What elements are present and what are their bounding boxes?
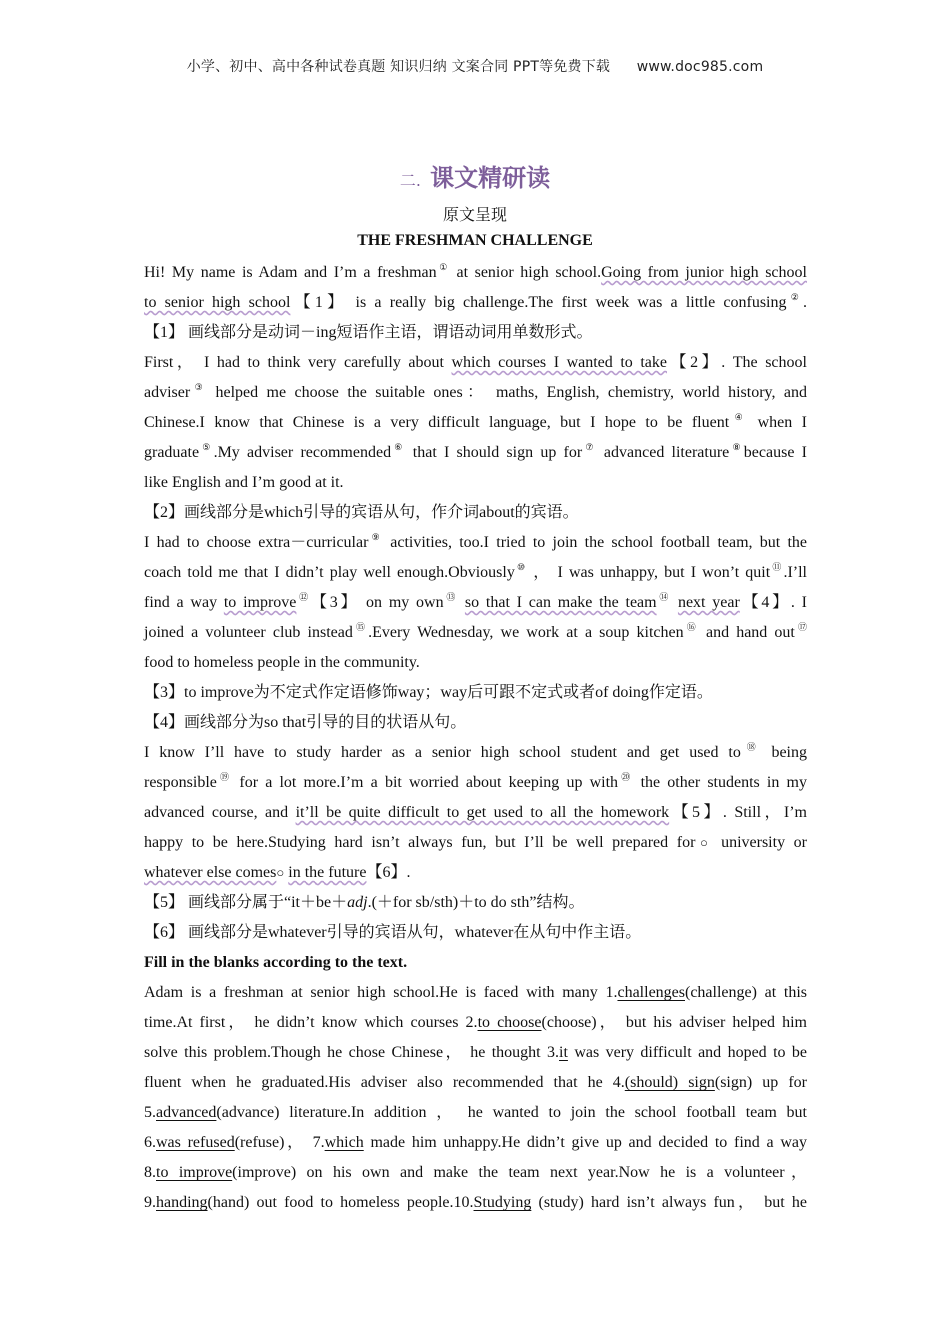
header-text: 小学、初中、高中各种试卷真题 知识归纳 文案合同 PPT等免费下载	[186, 59, 611, 75]
underlined-phrase: which courses I wanted to take	[451, 354, 667, 371]
text-run: 5.	[144, 1104, 156, 1121]
footnote-marker: ⑦	[582, 442, 597, 452]
text-line	[144, 498, 807, 528]
section-heading	[0, 158, 950, 193]
answer-blank: which	[324, 1134, 364, 1151]
footnote-marker: ⑮	[352, 622, 369, 632]
text-run: like English and I’m good at it.	[144, 474, 344, 491]
footnote-marker: ②	[786, 292, 804, 302]
text-run: when I	[748, 414, 807, 431]
text-line	[144, 798, 807, 828]
text-line	[144, 648, 807, 678]
text-run	[458, 594, 465, 611]
text-line	[144, 858, 807, 888]
text-line	[144, 678, 807, 708]
text-run: 【4】画线部分为so that引导的目的状语从句。	[144, 714, 467, 731]
footnote-marker: ⑭	[656, 592, 672, 602]
text-line	[144, 1128, 807, 1158]
footnote-marker: ⑬	[443, 592, 459, 602]
text-run: food to homeless people in the community.	[144, 654, 420, 671]
text-run: that I should sign up for	[405, 444, 583, 461]
underlined-phrase: so that I can make the team	[464, 594, 657, 611]
text-run: .Every Wednesday, we work at a soup kitchen	[368, 624, 684, 641]
text-run: 【1】 画线部分是动词－ing短语作主语，谓语动词用单数形式。	[144, 324, 593, 341]
footnote-marker: ⑥	[391, 442, 406, 452]
text-run: happy to be here.Studying hard isn’t always fun, but I’ll be well prepared for	[144, 834, 696, 851]
text-line	[144, 288, 807, 318]
answer-blank: it	[559, 1044, 568, 1061]
answer-blank: (should) sign	[624, 1074, 715, 1091]
text-run	[671, 594, 678, 611]
text-run: (sign) up for	[714, 1074, 807, 1091]
text-run: 【4】. I	[739, 594, 807, 611]
text-run: was very difficult and hoped to be	[567, 1044, 808, 1061]
answer-blank: to improve	[156, 1164, 233, 1181]
answer-blank: advanced	[156, 1104, 217, 1121]
section-number: 二.	[399, 171, 421, 190]
text-line	[144, 408, 807, 438]
footnote-marker: ①	[436, 262, 450, 272]
text-line	[144, 918, 807, 948]
text-line	[144, 738, 807, 768]
footnote-marker: ⑫	[296, 592, 311, 602]
text-run: find a way	[144, 594, 224, 611]
footnote-marker: ⑲	[216, 772, 233, 782]
text-run: adviser	[144, 384, 191, 401]
text-line	[144, 978, 807, 1008]
text-line	[144, 318, 807, 348]
text-line	[144, 618, 807, 648]
text-run: helped me choose the suitable ones： maths, English, chemistry, world history, and	[207, 384, 807, 401]
text-run: 【6】.	[366, 864, 411, 881]
underlined-phrase: next year	[677, 594, 740, 611]
underlined-phrase: whatever else comes	[144, 864, 277, 881]
text-line	[144, 468, 807, 498]
text-run: 【5】 画线部分属于“it＋be＋	[144, 894, 348, 911]
footnote-marker: ⑰	[794, 622, 807, 632]
answer-blank: Studying	[473, 1194, 532, 1211]
text-line	[144, 768, 807, 798]
text-run: 【2】画线部分是which引导的宾语从句，作介词about的宾语。	[144, 504, 579, 521]
text-line	[144, 708, 807, 738]
answer-blank: handing	[156, 1194, 208, 1211]
text-run: graduate	[144, 444, 200, 461]
text-run: university or	[712, 834, 807, 851]
footnote-marker: ⑤	[199, 442, 214, 452]
text-run: 6.	[144, 1134, 156, 1151]
footnote-marker: ④	[729, 412, 749, 422]
text-run: (study) hard isn’t always fun， but he	[531, 1194, 807, 1211]
text-line	[144, 888, 807, 918]
footnote-marker: ⑩	[514, 562, 528, 572]
footnote-marker: ⑪	[770, 562, 784, 572]
footnote-marker: ③	[190, 382, 208, 392]
text-run: advanced literature	[596, 444, 730, 461]
text-run: fluent when he graduated.His adviser also recommended that he 4.	[144, 1074, 625, 1091]
italic-text: adj	[347, 894, 368, 911]
text-run: 【3】 on my own	[310, 594, 444, 611]
text-run: (challenge) at this	[685, 984, 807, 1001]
text-line	[144, 1098, 807, 1128]
text-run: advanced course, and	[144, 804, 296, 821]
answer-blank: was refused	[156, 1134, 235, 1151]
text-line	[144, 528, 807, 558]
text-run: Adam is a freshman at senior high school.He is faced with many 1.	[144, 984, 618, 1001]
underlined-phrase: to improve	[223, 594, 297, 611]
text-run: I know I’ll have to study harder as a senior high school student and get used to	[144, 744, 741, 761]
text-line	[144, 1188, 807, 1218]
article-title: THE FRESHMAN CHALLENGE	[357, 232, 593, 249]
text-run: 【2】. The school	[667, 354, 807, 371]
text-run: I had to choose extra－curricular	[144, 534, 369, 551]
footnote-marker: ⑳	[618, 772, 634, 782]
answer-blank: challenges	[617, 984, 685, 1001]
text-line	[144, 828, 807, 858]
text-run: solve this problem.Though he chose Chinese， he thought 3.	[144, 1044, 560, 1061]
circle-marker: ○	[276, 865, 285, 880]
underlined-phrase: Going from junior high school	[601, 264, 807, 281]
answer-blank: to choose	[477, 1014, 542, 1031]
text-run: 【6】 画线部分是whatever引导的宾语从句，whatever在从句中作主语。	[144, 924, 642, 941]
text-run: 【3】to improve为不定式作定语修饰way；way后可跟不定式或者of doing作定语。	[144, 684, 713, 701]
text-line	[144, 1158, 807, 1188]
text-run: (refuse)， 7.	[234, 1134, 325, 1151]
text-run: 【5】. Still，I’m	[669, 804, 807, 821]
article-body	[144, 258, 807, 1218]
underlined-phrase: in the future	[288, 864, 367, 881]
text-run: being	[761, 744, 807, 761]
footnote-marker: ⑧	[729, 442, 744, 452]
text-line	[144, 1008, 807, 1038]
text-run: (choose)， but his adviser helped him	[541, 1014, 807, 1031]
underlined-phrase: it’ll be quite difficult to get used to all the homework	[295, 804, 670, 821]
text-run: 9.	[144, 1194, 156, 1211]
underlined-phrase: to senior high school	[144, 294, 291, 311]
text-run: First， I had to think very carefully about	[144, 354, 452, 371]
text-line	[144, 1068, 807, 1098]
text-run: 【1】 is a really big challenge.The first week was a little confusing	[290, 294, 787, 311]
footnote-marker: ⑱	[740, 742, 762, 752]
text-run: and hand out	[698, 624, 795, 641]
site-header	[0, 56, 950, 76]
text-line	[144, 258, 807, 288]
text-line	[144, 948, 807, 978]
subtitle: 原文呈现	[442, 207, 507, 224]
text-run: .I’ll	[783, 564, 807, 581]
text-line	[144, 558, 807, 588]
text-run: ， I was unhappy, but I won’t quit	[527, 564, 771, 581]
text-run: Hi! My name is Adam and I’m a freshman	[144, 264, 437, 281]
footnote-marker: ⑨	[368, 532, 383, 542]
text-run: at senior high school.	[449, 264, 602, 281]
text-run: responsible	[144, 774, 217, 791]
header-url[interactable]: www.doc985.com	[636, 59, 764, 75]
text-run: because I	[743, 444, 807, 461]
footnote-marker: ⑯	[683, 622, 699, 632]
text-line	[144, 1038, 807, 1068]
circle-marker: ○	[695, 835, 713, 850]
text-run: .(＋for sb/sth)＋to do sth”结构。	[367, 894, 585, 911]
text-run: the other students in my	[633, 774, 807, 791]
text-line	[144, 378, 807, 408]
text-line	[144, 588, 807, 618]
text-run: (hand) out food to homeless people.10.	[207, 1194, 474, 1211]
text-line	[144, 438, 807, 468]
text-run: time.At first， he didn’t know which courses 2.	[144, 1014, 478, 1031]
text-run: made him unhappy.He didn’t give up and decided to find a way	[363, 1134, 808, 1151]
text-run: activities, too.I tried to join the school football team, but the	[383, 534, 808, 551]
text-run: (advance) literature.In addition ， he wanted to join the school football team but	[216, 1104, 807, 1121]
text-run: .	[803, 294, 808, 311]
text-run: Chinese.I know that Chinese is a very difficult language, but I hope to be fluent	[144, 414, 730, 431]
section-title: 课文精研读	[430, 164, 551, 192]
text-run: for a lot more.I’m a bit worried about keeping up with	[232, 774, 619, 791]
text-run: coach told me that I didn’t play well enough.Obviously	[144, 564, 515, 581]
text-run: joined a volunteer club instead	[144, 624, 353, 641]
text-run: Fill in the blanks according to the text.	[144, 954, 408, 971]
text-run: 8.	[144, 1164, 156, 1181]
text-run: (improve) on his own and make the team next year.Now he is a volunteer，	[232, 1164, 807, 1181]
text-run: .My adviser recommended	[213, 444, 392, 461]
text-line	[144, 348, 807, 378]
